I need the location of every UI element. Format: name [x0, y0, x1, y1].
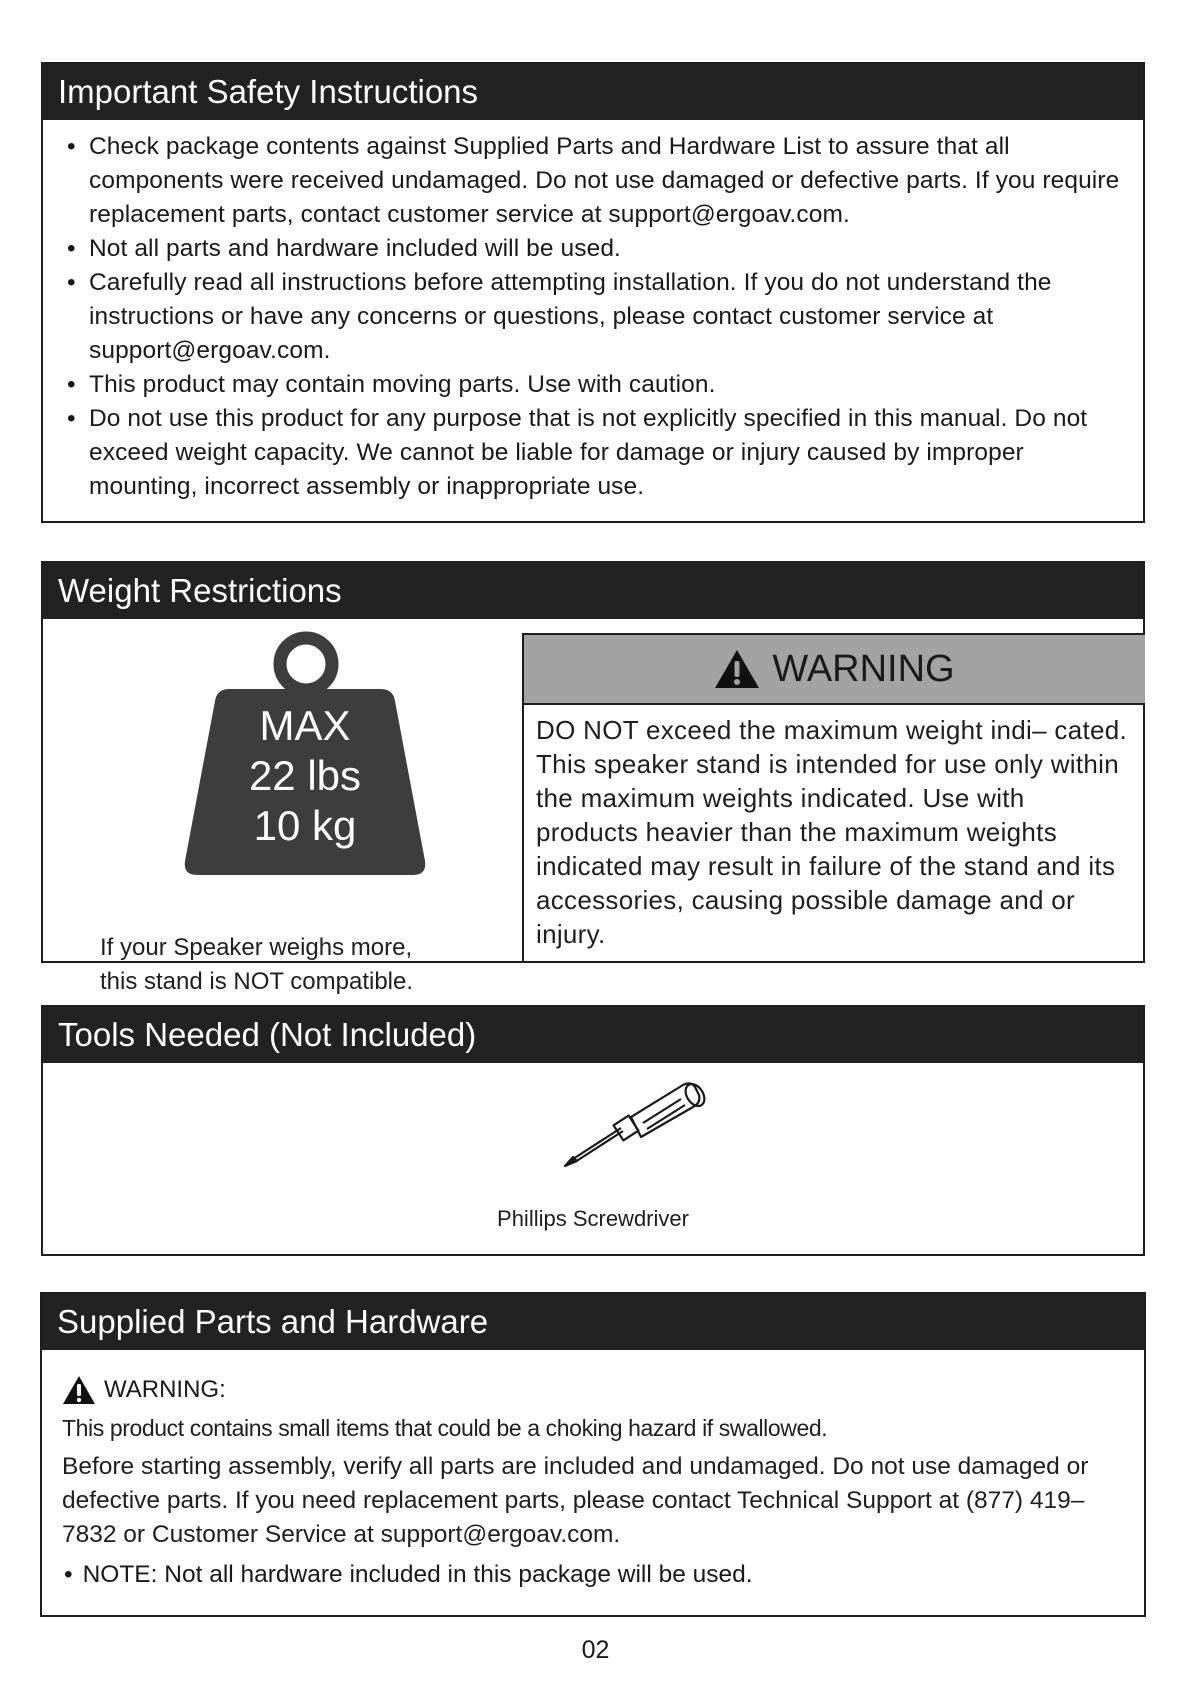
warning-box — [522, 633, 1145, 961]
safety-title: Important Safety Instructions — [43, 64, 1143, 120]
note-text: Not all hardware included in this package will be used. — [164, 1561, 753, 1588]
list-item: • Carefully read all instructions before attempting installation. If you do not understand the instructions or have any concerns or questions, please contact customer service at support@ergoav.com. — [67, 266, 1123, 368]
parts-title: Supplied Parts and Hardware — [42, 1294, 1144, 1350]
parts-section — [40, 1292, 1146, 1617]
list-item: • Check package contents against Supplied Parts and Hardware List to assure that all components were received undamaged. Do not use damaged or defective parts. If you require replacement parts, contact customer service at support@ergoav.com. — [67, 130, 1123, 232]
note-bullet: • — [64, 1561, 73, 1588]
warning-triangle-icon — [62, 1375, 96, 1405]
list-item: • This product may contain moving parts. Use with caution. — [67, 368, 1123, 402]
note-line — [62, 1558, 1126, 1592]
warning-label: WARNING: — [104, 1376, 226, 1403]
weight-title: Weight Restrictions — [43, 563, 1143, 619]
list-item: • Do not use this product for any purpose that is not explicitly specified in this manual. Do not exceed weight capacity. We cannot be liable for damage or injury caused by improper mounting, incorrect assembly or inappropriate use. — [67, 402, 1123, 504]
choking-warning — [62, 1372, 1126, 1408]
tool-label: Phillips Screwdriver — [497, 1206, 689, 1231]
list-item: • Not all parts and hardware included will be used. — [67, 232, 1123, 266]
weight-caption — [100, 931, 500, 999]
tools-section — [41, 1005, 1145, 1256]
warning-triangle-icon — [714, 648, 760, 690]
safety-section — [41, 62, 1145, 523]
weight-caption-line: this stand is NOT compatible. — [100, 968, 414, 995]
verify-text: Before starting assembly, verify all parts are included and undamaged. Do not use damaged or defective parts. If you need replacement parts, please contact Technical Support at (877) 419–7832 or Customer Service at support@ergoav.com. — [62, 1453, 1089, 1548]
weight-max-label: MAX — [259, 702, 351, 749]
safety-list — [43, 120, 1143, 504]
warning-title: WARNING — [772, 647, 955, 690]
weight-caption-line: If your Speaker weighs more, — [100, 934, 413, 961]
weight-kg: 10 kg — [253, 802, 357, 849]
weight-section — [41, 561, 1145, 995]
tools-title: Tools Needed (Not Included) — [43, 1007, 1143, 1063]
choking-text: This product contains small items that could be a choking hazard if swallowed. — [62, 1415, 828, 1441]
weight-graphic-area — [43, 619, 523, 995]
page-number: 02 — [581, 1636, 610, 1664]
warning-header — [524, 635, 1145, 705]
warning-text: DO NOT exceed the maximum weight indi– cated. This speaker stand is intended for use only within the maximum weights indicated. Use with products heavier than the maximum weights indicated may result in failure of the stand and its accessories, causing possible damage and or injury. — [536, 715, 1128, 949]
note-label: NOTE: — [82, 1561, 158, 1588]
screwdriver-icon — [513, 1073, 733, 1183]
weight-lbs: 22 lbs — [248, 752, 362, 799]
